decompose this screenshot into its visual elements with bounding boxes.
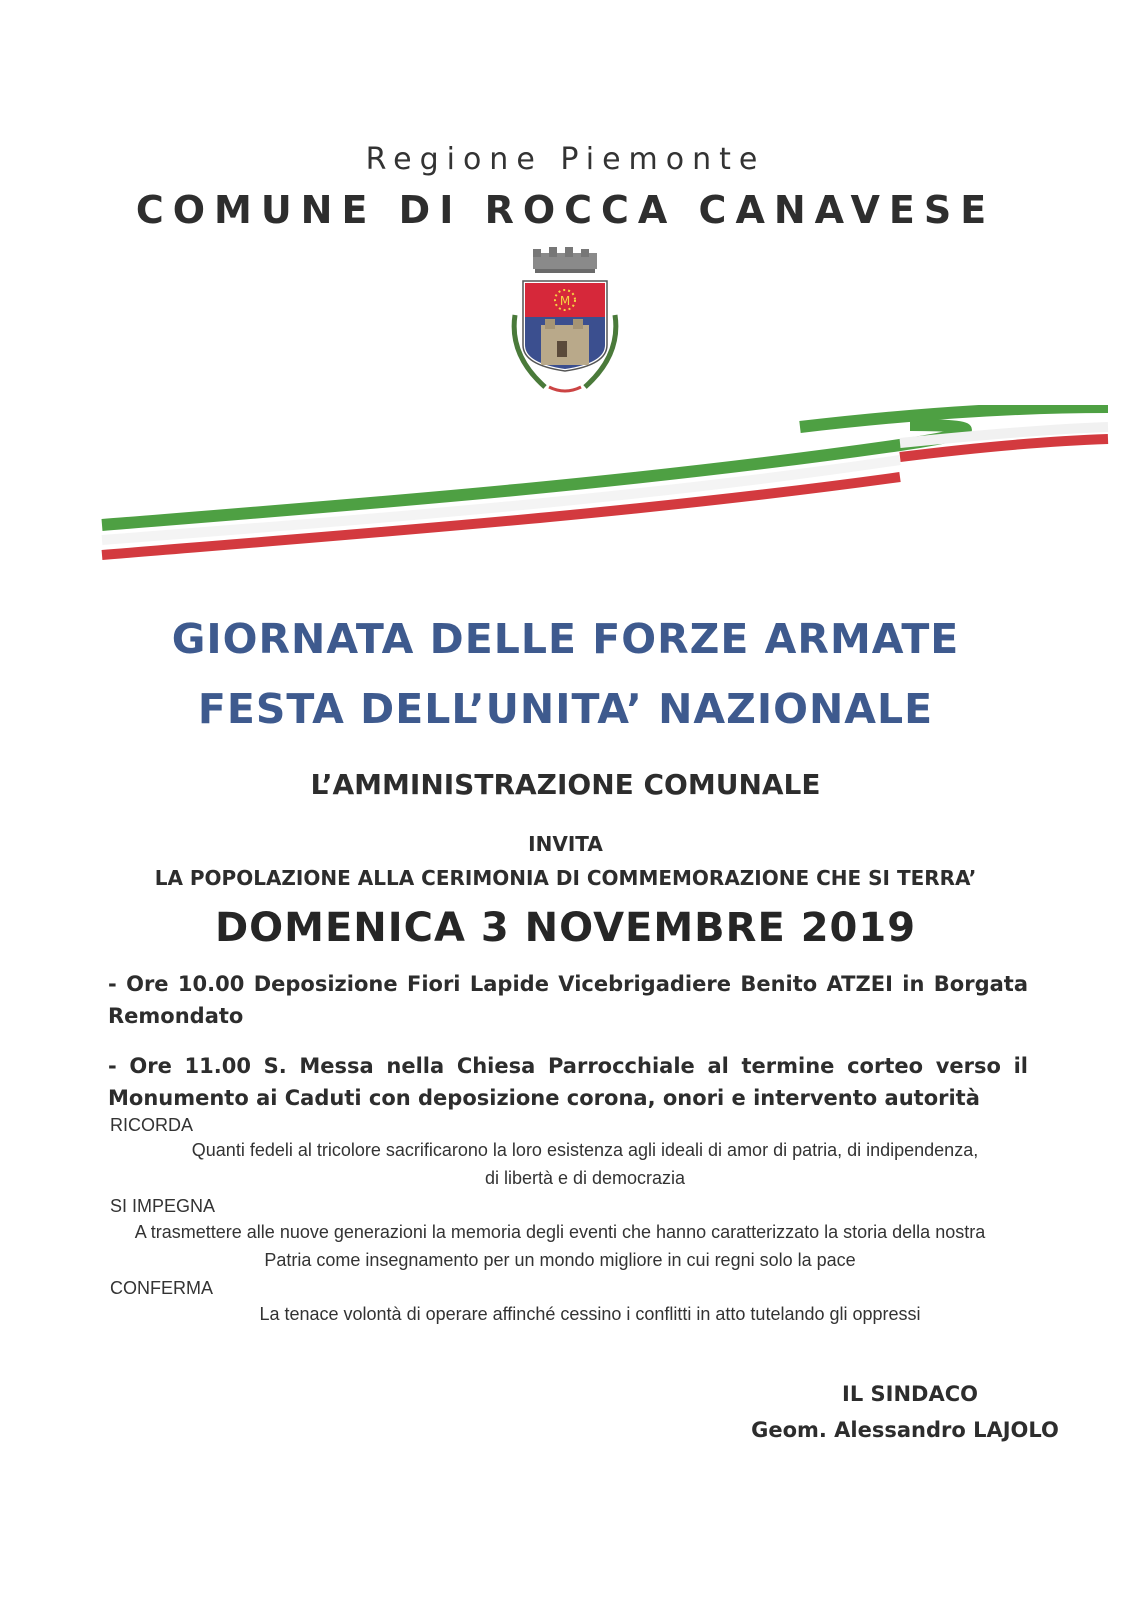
program-item-2: - Ore 11.00 S. Messa nella Chiesa Parrocchiale al termine corteo verso il Monumento ai Caduti con deposizione corona, onori e intervento autorità bbox=[108, 1054, 1028, 1110]
section-text-ricorda: Quanti fedeli al tricolore sacrificarono la loro esistenza agli ideali di amor di patria, di indipendenza, di libertà e di democrazia bbox=[191, 1140, 979, 1188]
event-date: DOMENICA 3 NOVEMBRE 2019 bbox=[214, 905, 917, 951]
section-text-impegna: A trasmettere alle nuove generazioni la memoria degli eventi che hanno caratterizzato la storia della nostra Patria come insegnamento per un mondo migliore in cui regni solo la pace bbox=[134, 1222, 986, 1270]
program-item-1: - Ore 10.00 Deposizione Fiori Lapide Vicebrigadiere Benito ATZEI in Borgata Remondato bbox=[108, 972, 1028, 1028]
signature-name: Geom. Alessandro LAJOLO bbox=[751, 1418, 1059, 1442]
section-heading-conferma: CONFERMA bbox=[110, 1278, 213, 1298]
section-text-conferma: La tenace volontà di operare affinché cessino i conflitti in atto tutelando gli oppressi bbox=[259, 1304, 921, 1324]
tricolor-ribbon bbox=[100, 405, 1110, 580]
section-heading-impegna: SI IMPEGNA bbox=[110, 1196, 216, 1216]
main-title-line-2: FESTA DELL’UNITA’ NAZIONALE bbox=[197, 685, 934, 733]
svg-text:M: M bbox=[559, 294, 571, 308]
coat-of-arms-icon bbox=[505, 245, 625, 405]
section-heading-ricorda: RICORDA bbox=[110, 1115, 194, 1135]
signature-role: IL SINDACO bbox=[842, 1382, 978, 1406]
main-title-line-1: GIORNATA DELLE FORZE ARMATE bbox=[171, 615, 960, 663]
invite-text: LA POPOLAZIONE ALLA CERIMONIA DI COMMEMORAZIONE CHE SI TERRA’ bbox=[154, 866, 977, 890]
invite-verb: INVITA bbox=[528, 832, 603, 856]
administration-heading: L’AMMINISTRAZIONE COMUNALE bbox=[310, 768, 821, 801]
region-name: Regione Piemonte bbox=[365, 142, 766, 177]
municipality-name: COMUNE DI ROCCA CANAVESE bbox=[135, 188, 996, 232]
